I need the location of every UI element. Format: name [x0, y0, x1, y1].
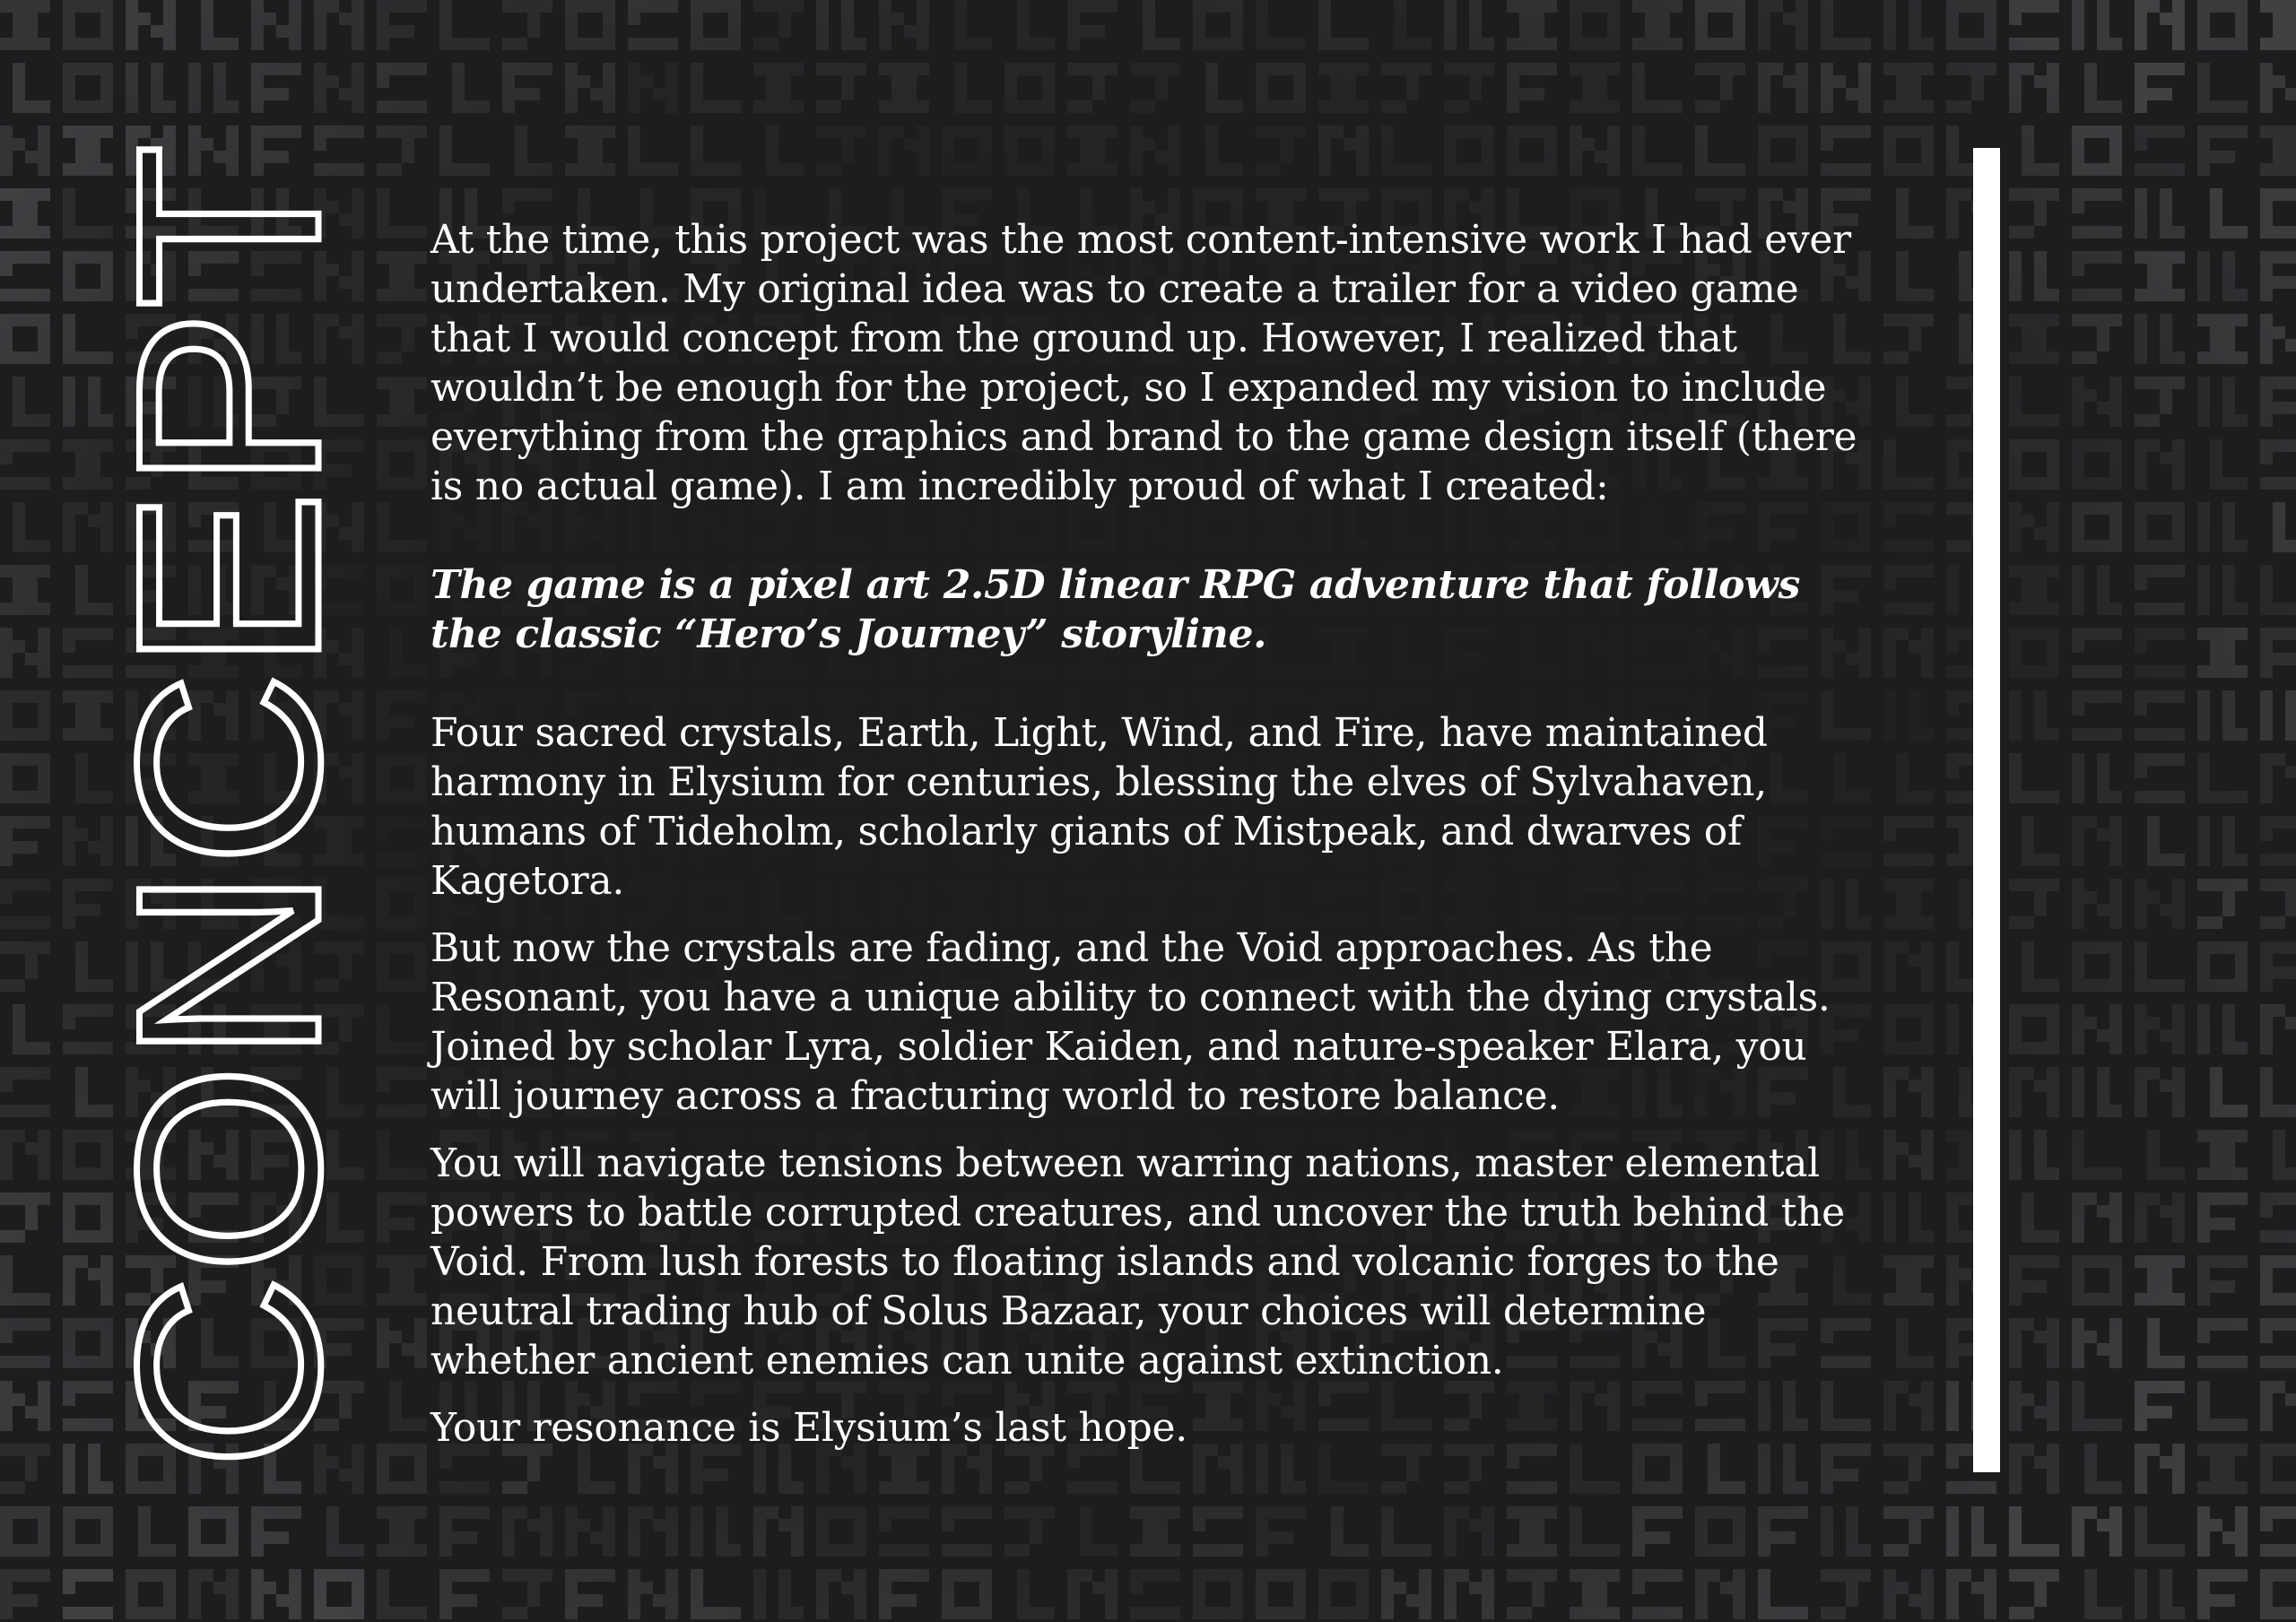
- page-title: CONCEPT: [83, 199, 374, 1470]
- page-title-vertical: [83, 143, 374, 1470]
- story-paragraph-hope: Your resonance is Elysium’s last hope.: [430, 1405, 1187, 1451]
- story-paragraph-crystals: Four sacred crystals, Earth, Light, Wind, and Fire, have maintained harmony in Elysium for centuries, blessing the elves of Sylvahaven, humans of Tideholm, scholarly giants of Mistpeak, and dwarves of Kagetora.: [430, 710, 1768, 904]
- intro-paragraph: At the time, this project was the most content-intensive work I had ever undertaken. My original idea was to create a trailer for a video game that I would concept from the ground up. However, I realized that wouldn’t be enough for the project, so I expanded my vision to include everything from the graphics and brand to the game design itself (there is no actual game). I am incredibly proud of what I created:: [430, 217, 1857, 509]
- title-block: [83, 143, 374, 1470]
- story-paragraph-void: But now the crystals are fading, and the Void approaches. As the Resonant, you have a unique ability to connect with the dying crystals. Joined by scholar Lyra, soldier Kaiden, and nature-speaker Elara, you will journey across a fracturing world to restore balance.: [430, 925, 1831, 1119]
- concept-text: [430, 215, 1866, 1470]
- tagline-paragraph: The game is a pixel art 2.5D linear RPG adventure that follows the classic “Hero’s Journey” storyline.: [430, 562, 1801, 657]
- story-paragraph-journey: You will navigate tensions between warring nations, master elemental powers to battle corrupted creatures, and uncover the truth behind the Void. From lush forests to floating islands and volcanic forges to the neutral trading hub of Solus Bazaar, your choices will determine whether ancient enemies can unite against extinction.: [430, 1141, 1845, 1383]
- accent-bar: [1973, 148, 2000, 1472]
